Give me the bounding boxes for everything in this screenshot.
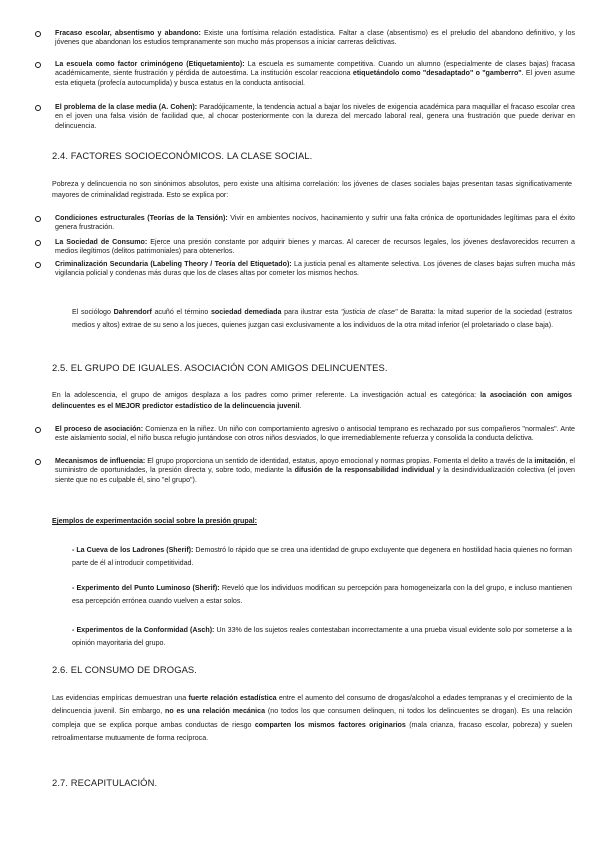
bullet-text: La escuela es sumamente competitiva. Cuando un alumno (especialmente de clases bajas) fracasa académicamente, siente frustración y pérdida de autoestima. La institución escolar reacciona (55, 60, 575, 78)
list-item (55, 238, 575, 257)
note-text: acuñó el término (151, 308, 211, 316)
bullet-text: y la desindividualización colectiva (el joven siente que no es culpable él, sino "el grupo"). (55, 466, 576, 484)
list-item (55, 103, 575, 131)
bullet-term: El problema de la clase media (A. Cohen): (55, 103, 198, 111)
section-heading: 2.5. EL GRUPO DE IGUALES. ASOCIACIÓN CON AMIGOS DELINCUENTES. (52, 362, 388, 373)
note-text: de Baratta: la mitad superior de la sociedad (estratos medios y altos) extrae de su seno a los jueces, quienes juzgan casi exclusivamente a los individuos de la otra mitad inferior (el proletariado o clase baja). (72, 308, 572, 329)
bullet-term: Fracaso escolar, absentismo y abandono: (55, 29, 201, 37)
paragraph-text: Las evidencias empíricas demuestran una (52, 694, 189, 702)
bullet-text: Vivir en ambientes nocivos, hacinamiento y sufrir una falta crónica de oportunidades legítimas para el éxito genera frustración. (55, 214, 575, 232)
paragraph (52, 692, 572, 745)
note-text: para ilustrar esta (281, 308, 341, 316)
paragraph-text: En la adolescencia, el grupo de amigos desplaza a los padres como primer referente. La investigación actual es categórica: (52, 391, 481, 399)
bullet-term: Mecanismos de influencia: (55, 457, 146, 465)
bullet-marker (35, 60, 41, 69)
bullet-text: Ejerce una presión constante por adquirir bienes y marcas. Al carecer de recursos legales, los jóvenes desfavorecidos recurren a medios ilegítimos (delitos patrimoniales) para obtenerlos. (55, 238, 575, 256)
bullet-text: La justicia penal es altamente selectiva. Los jóvenes de clases bajas sufren mucha más vigilancia policial y condenas más duras que los de clases altas por cometer los mismos hechos. (55, 260, 575, 278)
list-item (55, 425, 575, 444)
example-term: - La Cueva de los Ladrones (Sherif): (72, 546, 194, 554)
bullet-term: Condiciones estructurales (Teorías de la Tensión): (55, 214, 228, 222)
list-item (55, 60, 575, 88)
paragraph-emphasis: comparten los mismos factores originarios (254, 720, 406, 729)
list-item (55, 29, 575, 48)
bullet-term: La Sociedad de Consumo: (55, 238, 148, 246)
note-text: El sociólogo (72, 308, 114, 316)
paragraph: Pobreza y delincuencia no son sinónimos absolutos, pero existe una altísima correlación: los jóvenes de clases sociales bajas presentan tasas significativamente mayores de criminalidad registrada. Esto se explica por: (52, 180, 572, 199)
note-paragraph (72, 306, 572, 331)
note-quote: "justicia de clase" (340, 308, 398, 316)
example-item (72, 624, 572, 651)
bullet-term: Criminalización Secundaria (Labeling Theory / Teoría del Etiquetado): (55, 260, 292, 268)
list-item (55, 214, 575, 233)
bullet-term: El proceso de asociación: (55, 425, 144, 433)
bullet-marker (35, 29, 41, 38)
section-heading: 2.7. RECAPITULACIÓN. (52, 777, 158, 788)
paragraph-text: (no todos los que consumen delinquen, ni todos los delincuentes se drogan). Es una relación compleja que se explica porque ambas conductas de riesgo (52, 707, 573, 729)
paragraph-text: . (299, 401, 302, 410)
paragraph-emphasis: fuerte relación estadística (188, 694, 277, 702)
bullet-text: Comienza en la niñez. Un niño con comportamiento agresivo o antisocial temprano es rechazado por sus compañeros "normales". Ante este aislamiento social, el niño busca refugio juntándose con otros niños desviados, lo que irremediablemente refuerza y consolida la conducta delictiva. (55, 425, 575, 443)
bullet-marker (35, 103, 41, 112)
bullet-marker (35, 425, 41, 434)
note-emphasis: Dahrendorf (113, 308, 152, 316)
paragraph-emphasis: no es una relación mecánica (165, 707, 266, 716)
examples-title (52, 516, 572, 527)
bullet-text: . El joven asume esta etiqueta (profecía autocumplida) y busca estatus en la conducta antisocial. (55, 69, 576, 87)
example-item (72, 582, 572, 609)
section-heading: 2.6. EL CONSUMO DE DROGAS. (52, 664, 197, 675)
section-heading: 2.4. FACTORES SOCIOECONÓMICOS. LA CLASE SOCIAL. (52, 150, 313, 161)
example-term: - Experimento del Punto Luminoso (Sherif): (72, 584, 220, 592)
bullet-term: La escuela como factor criminógeno (Etiquetamiento): (55, 60, 245, 68)
bullet-text: El grupo proporciona un sentido de identidad, estatus, apoyo emocional y normas propias. Fomenta el delito a través de la (145, 457, 535, 465)
example-text: Reveló que los individuos modifican su percepción para homogeneizarla con la del grupo, e incluso mantienen esa percepción errónea cuando vuelven a estar solos. (72, 584, 572, 606)
paragraph-text: (mala crianza, fracaso escolar, pobreza) y suelen retroalimentarse mutuamente de forma recíproca. (52, 720, 573, 742)
note-emphasis: sociedad demediada (210, 308, 282, 316)
examples-title-text: Ejemplos de experimentación social sobre la presión grupal: (52, 517, 257, 525)
bullet-marker (35, 214, 41, 223)
bullet-marker (35, 457, 41, 466)
example-text: Un 33% de los sujetos reales contestaban incorrectamente a una prueba visual evidente solo por someterse a la opinión mayoritaria del grupo. (72, 626, 572, 648)
bullet-marker (35, 260, 41, 269)
bullet-emphasis: etiquetándolo como "desadaptado" o "gamberro" (352, 69, 522, 78)
bullet-text: Existe una fortísima relación estadística. Faltar a clase (absentismo) es el preludio del abandono definitivo, y los jóvenes que abandonan los estudios tempranamente son mucho más propensos a iniciar carreras delictivas. (55, 29, 575, 47)
example-term: - Experimentos de la Conformidad (Asch): (72, 626, 215, 634)
bullet-emphasis: imitación (534, 457, 566, 465)
bullet-text: Paradójicamente, la tendencia actual a bajar los niveles de exigencia académica para maquillar el fracaso escolar crea en el joven una falsa visión de facilidad que, al chocar posteriormente con la dureza del mercado laboral real, genera una frustración que puede derivar en delincuencia. (55, 103, 575, 130)
list-item (55, 457, 575, 485)
bullet-text: , el suministro de oportunidades, la presión directa y, sobre todo, mediante la (55, 457, 575, 475)
paragraph-emphasis: la asociación con amigos delincuentes es el MEJOR predictor estadístico de la delincuencia juvenil (52, 391, 572, 410)
example-item (72, 544, 572, 571)
bullet-marker (35, 238, 41, 247)
example-text: Demostró lo rápido que se crea una identidad de grupo excluyente que degenera en hostilidad hacia quienes no forman parte de él al introducir competitividad. (72, 546, 572, 568)
bullet-emphasis: difusión de la responsabilidad individual (294, 466, 435, 475)
paragraph-text: entre el aumento del consumo de drogas/alcohol a edades tempranas y el crecimiento de la delincuencia juvenil. Sin embargo, (52, 694, 573, 716)
list-item (55, 260, 575, 279)
paragraph (52, 390, 572, 411)
